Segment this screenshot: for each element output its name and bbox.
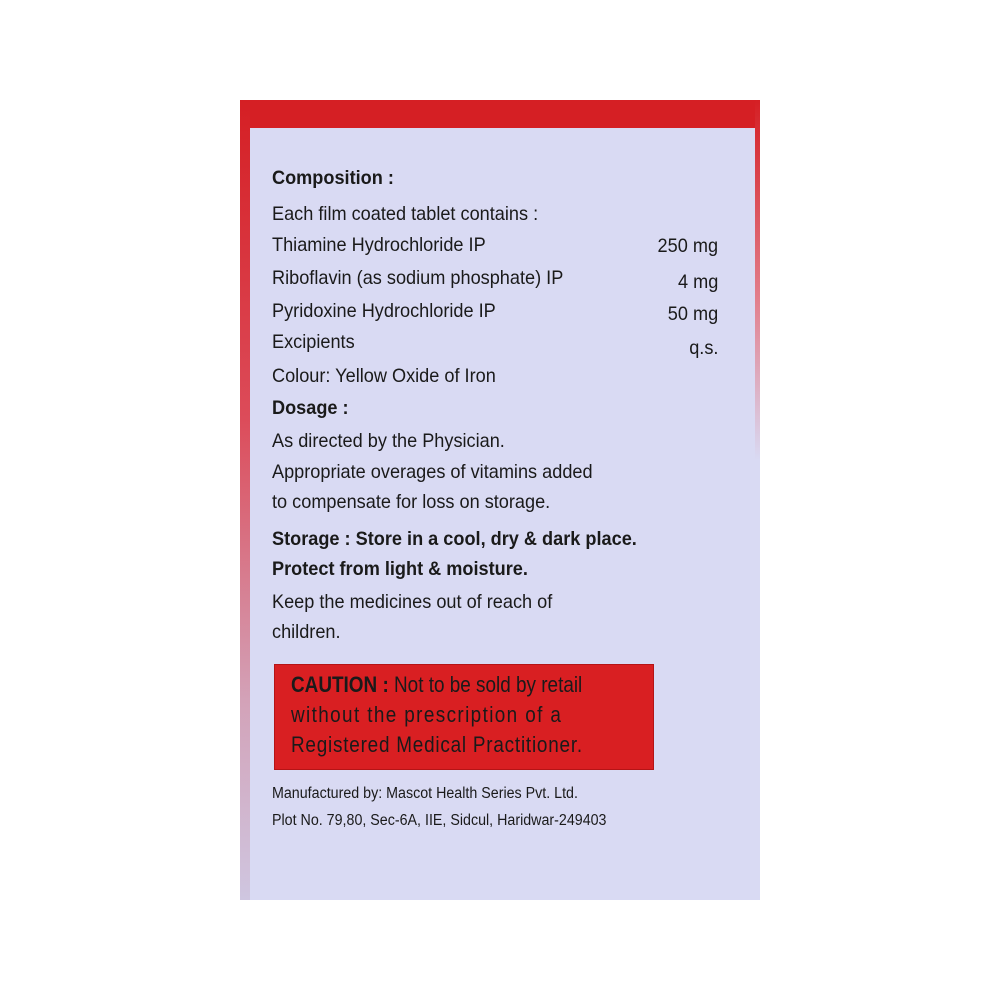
carton-panel: [240, 100, 760, 900]
ingredient-name: Riboflavin (as sodium phosphate) IP: [272, 267, 564, 289]
ingredient-name: Excipients: [272, 331, 355, 353]
caution-box: [274, 664, 654, 770]
dosage-heading: Dosage :: [272, 397, 349, 419]
manufacturer-address: Plot No. 79,80, Sec-6A, IIE, Sidcul, Haridwar-249403: [272, 812, 607, 829]
ingredient-amount: q.s.: [688, 337, 718, 359]
red-top-band: [240, 100, 760, 128]
caution-line: Registered Medical Practitioner.: [291, 732, 583, 757]
caution-label: CAUTION :: [291, 672, 389, 697]
storage-instruction: Storage : Store in a cool, dry & dark place.: [272, 528, 637, 550]
caution-text: Not to be sold by retail: [394, 672, 583, 697]
red-left-edge: [240, 100, 250, 900]
composition-heading: Composition :: [272, 167, 394, 189]
ingredient-name: Thiamine Hydrochloride IP: [272, 234, 486, 256]
protect-instruction: Protect from light & moisture.: [272, 558, 528, 580]
manufacturer-line: Manufactured by: Mascot Health Series Pvt. Ltd.: [272, 785, 578, 802]
dosage-line: As directed by the Physician.: [272, 430, 505, 452]
reach-warning: children.: [272, 621, 341, 643]
caution-line: [291, 671, 582, 699]
ingredient-amount: 4 mg: [677, 271, 718, 293]
red-right-edge: [755, 100, 760, 900]
colour-line: Colour: Yellow Oxide of Iron: [272, 365, 496, 387]
composition-intro: Each film coated tablet contains :: [272, 203, 539, 225]
ingredient-amount: 250 mg: [657, 235, 718, 257]
dosage-line: to compensate for loss on storage.: [272, 491, 551, 513]
reach-warning: Keep the medicines out of reach of: [272, 591, 553, 613]
ingredient-amount: 50 mg: [667, 303, 718, 325]
dosage-line: Appropriate overages of vitamins added: [272, 461, 593, 483]
ingredient-name: Pyridoxine Hydrochloride IP: [272, 300, 496, 322]
caution-line: without the prescription of a: [291, 702, 563, 727]
